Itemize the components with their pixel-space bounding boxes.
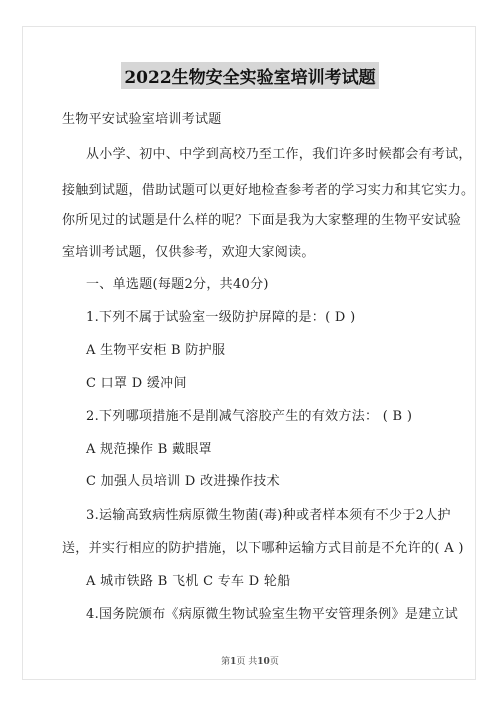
question-1-stem: 1.下列不属于试验室一级防护屏障的是：( D ) xyxy=(86,310,356,325)
footer-current-page: 1 xyxy=(230,657,237,667)
footer-prefix: 第 xyxy=(221,657,231,667)
question-1-options-c-d: C 口罩 D 缓冲间 xyxy=(86,376,187,391)
document-title: 2022生物安全实验室培训考试题 xyxy=(121,62,378,89)
intro-line-3: 你所见过的试题是什么样的呢？下面是我为大家整理的生物平安试验 xyxy=(62,213,462,228)
page-footer xyxy=(0,654,500,667)
intro-line-1: 从小学、初中、中学到高校乃至工作，我们许多时候都会有考试， xyxy=(86,147,472,162)
intro-line-4: 室培训考试题，仅供参考，欢迎大家阅读。 xyxy=(62,245,315,260)
document-subtitle: 生物平安试验室培训考试题 xyxy=(62,112,222,127)
question-1-options-a-b: A 生物平安柜 B 防护服 xyxy=(86,343,226,358)
footer-mid: 页 共 xyxy=(236,657,258,667)
question-3-stem-line-2: 送，并实行相应的防护措施，以下哪种运输方式目前是不允许的( A ) xyxy=(62,541,464,556)
question-2-options-a-b: A 规范操作 B 戴眼罩 xyxy=(86,442,212,457)
question-3-stem-line-1: 3.运输高致病性病原微生物菌(毒)种或者样本须有不少于2人护 xyxy=(86,508,451,523)
question-2-options-c-d: C 加强人员培训 D 改进操作技术 xyxy=(86,474,280,489)
intro-line-2: 接触到试题，借助试题可以更好地检查参考者的学习实力和其它实力。 xyxy=(62,183,475,198)
question-4-stem: 4.国务院颁布《病原微生物试验室生物平安管理条例》是建立试 xyxy=(86,607,459,622)
footer-total-pages: 10 xyxy=(257,657,270,667)
section-heading: 一、单选题(每题2分，共40分) xyxy=(86,277,269,292)
title-wrap xyxy=(0,62,500,89)
footer-suffix: 页 xyxy=(269,657,279,667)
question-3-options: A 城市铁路 B 飞机 C 专车 D 轮船 xyxy=(86,574,291,589)
question-2-stem: 2.下列哪项措施不是削减气溶胶产生的有效方法： ( B ) xyxy=(86,409,413,424)
